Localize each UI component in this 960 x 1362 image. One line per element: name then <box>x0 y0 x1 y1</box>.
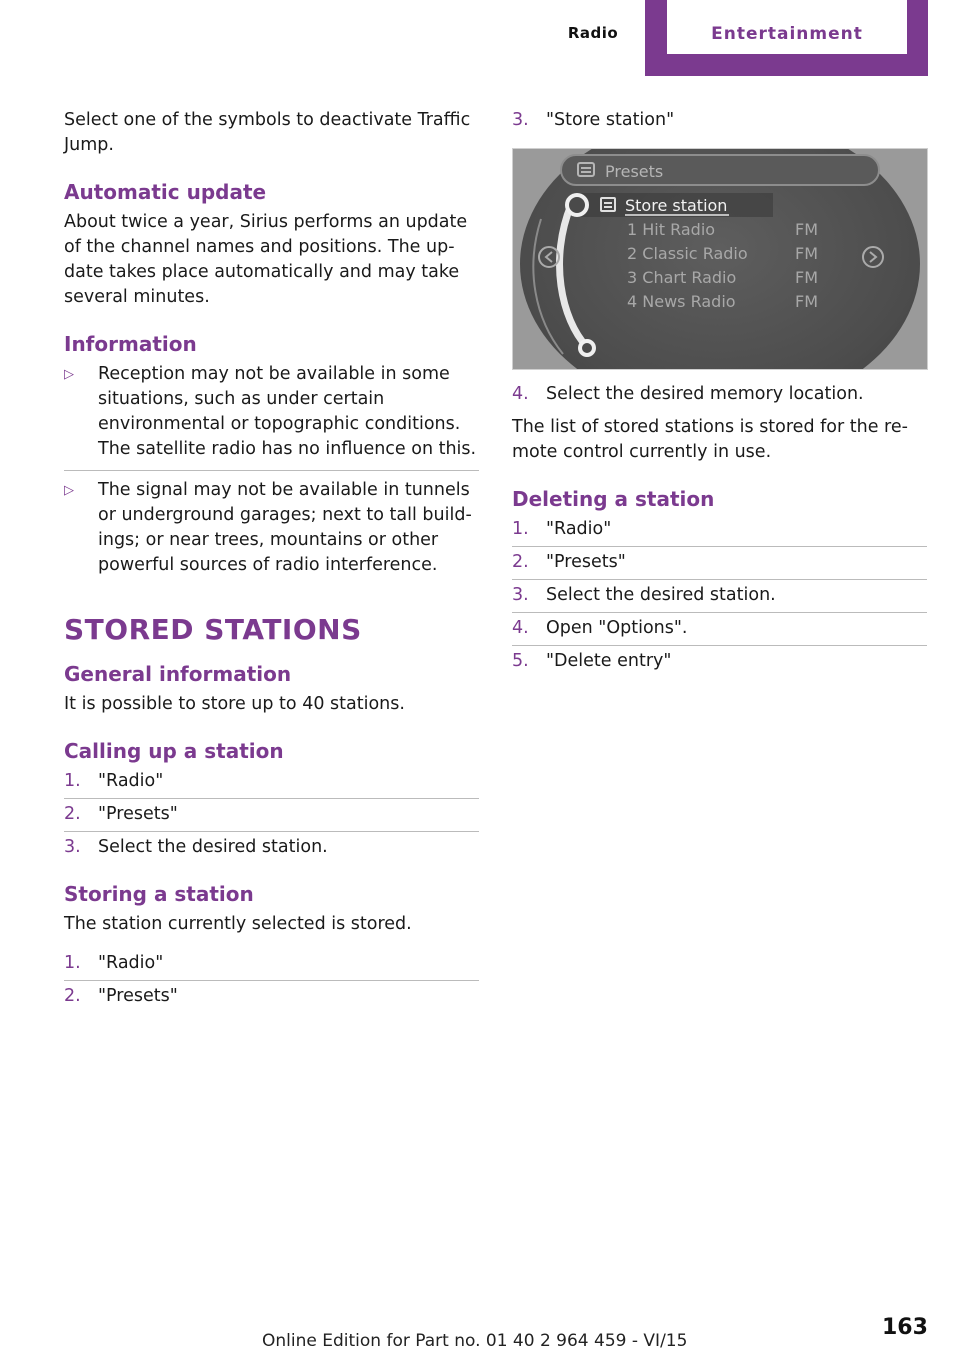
step-number: 1. <box>512 519 529 539</box>
step-item <box>64 769 479 794</box>
step-item <box>64 951 479 976</box>
station-band: FM <box>795 244 819 263</box>
station-band: FM <box>795 292 819 311</box>
information-item-text: Reception may not be available in some situations, such as under certain environmental or topographic conditions. The satellite radio has no influence on this. <box>98 364 477 459</box>
triangle-bullet-icon: ▷ <box>64 483 74 498</box>
step-text: "Radio" <box>98 953 164 973</box>
store-note: The list of stored stations is stored for the remote control currently in use. <box>512 417 908 462</box>
step-number: 3. <box>512 110 529 130</box>
step-text: "Radio" <box>546 519 612 539</box>
information-item <box>64 362 479 462</box>
step-item <box>64 831 479 860</box>
step-number: 1. <box>64 953 81 973</box>
storing-text: The station currently selected is stored. <box>64 914 412 934</box>
header-chapter-tab <box>645 0 928 76</box>
station-name: 3 Chart Radio <box>627 268 737 287</box>
station-band: FM <box>795 268 819 287</box>
auto-update-heading: Automatic update <box>64 180 267 204</box>
header-chapter: Entertainment <box>667 0 907 54</box>
deleting-steps <box>512 517 927 674</box>
header-section: Radio <box>567 24 619 42</box>
calling-steps <box>64 769 479 860</box>
step-item <box>512 546 927 575</box>
storing-steps <box>64 951 479 1009</box>
step-text: "Store station" <box>546 110 675 130</box>
step-item <box>512 517 927 542</box>
station-name: 2 Classic Radio <box>627 244 748 263</box>
right-column <box>512 108 927 674</box>
step-number: 3. <box>64 837 81 857</box>
step-number: 2. <box>64 804 81 824</box>
step-text: Select the desired memory location. <box>546 384 864 404</box>
step-item <box>512 612 927 641</box>
step-text: Select the desired station. <box>98 837 328 857</box>
information-list <box>64 362 479 578</box>
selection-knob-top <box>567 195 587 215</box>
station-band: FM <box>795 220 819 239</box>
auto-update-text: About twice a year, Sirius performs an update of the channel names and positions. The update takes place automatically and may take several minutes. <box>64 212 468 307</box>
step-item <box>512 108 927 133</box>
intro-text: Select one of the symbols to deactivate Traffic Jump. <box>64 110 471 155</box>
station-name: 4 News Radio <box>627 292 736 311</box>
step-text: "Presets" <box>546 552 626 572</box>
step-number: 2. <box>64 986 81 1006</box>
calling-heading: Calling up a station <box>64 739 284 763</box>
step-text: "Presets" <box>98 804 178 824</box>
step-text: Select the desired station. <box>546 585 776 605</box>
stored-stations-heading: STORED STATIONS <box>64 613 362 646</box>
general-info-text: It is possible to store up to 40 stations. <box>64 694 405 714</box>
screen-title: Presets <box>605 162 664 181</box>
step-item <box>512 645 927 674</box>
step-item <box>512 382 927 407</box>
step-number: 4. <box>512 618 529 638</box>
step-number: 2. <box>512 552 529 572</box>
step-item <box>512 579 927 608</box>
screen-selected-item: Store station <box>625 196 728 215</box>
step-text: "Presets" <box>98 986 178 1006</box>
left-column <box>64 108 479 1009</box>
selection-knob-bottom <box>580 341 594 355</box>
footer-edition: Online Edition for Part no. 01 40 2 964 459 - VI/15 <box>262 1331 688 1351</box>
step-text: "Radio" <box>98 771 164 791</box>
information-item-text: The signal may not be available in tunnels or underground garages; next to tall buildings; or near trees, mountains or other powerful sources of radio interference. <box>98 480 472 575</box>
triangle-bullet-icon: ▷ <box>64 367 74 382</box>
step-text: Open "Options". <box>546 618 688 638</box>
step-number: 5. <box>512 651 529 671</box>
station-name: 1 Hit Radio <box>627 220 716 239</box>
presets-screen <box>513 149 927 369</box>
information-item <box>64 470 479 578</box>
step-item <box>64 798 479 827</box>
deleting-heading: Deleting a station <box>512 487 715 511</box>
storing-heading: Storing a station <box>64 882 254 906</box>
step-number: 3. <box>512 585 529 605</box>
store-steps-b <box>512 382 927 407</box>
step-item <box>64 980 479 1009</box>
step-number: 1. <box>64 771 81 791</box>
presets-screen-image <box>512 148 928 370</box>
step-text: "Delete entry" <box>546 651 672 671</box>
step-number: 4. <box>512 384 529 404</box>
store-steps-a <box>512 108 927 133</box>
information-heading: Information <box>64 332 197 356</box>
general-info-heading: General information <box>64 662 292 686</box>
page-number: 163 <box>882 1315 928 1340</box>
